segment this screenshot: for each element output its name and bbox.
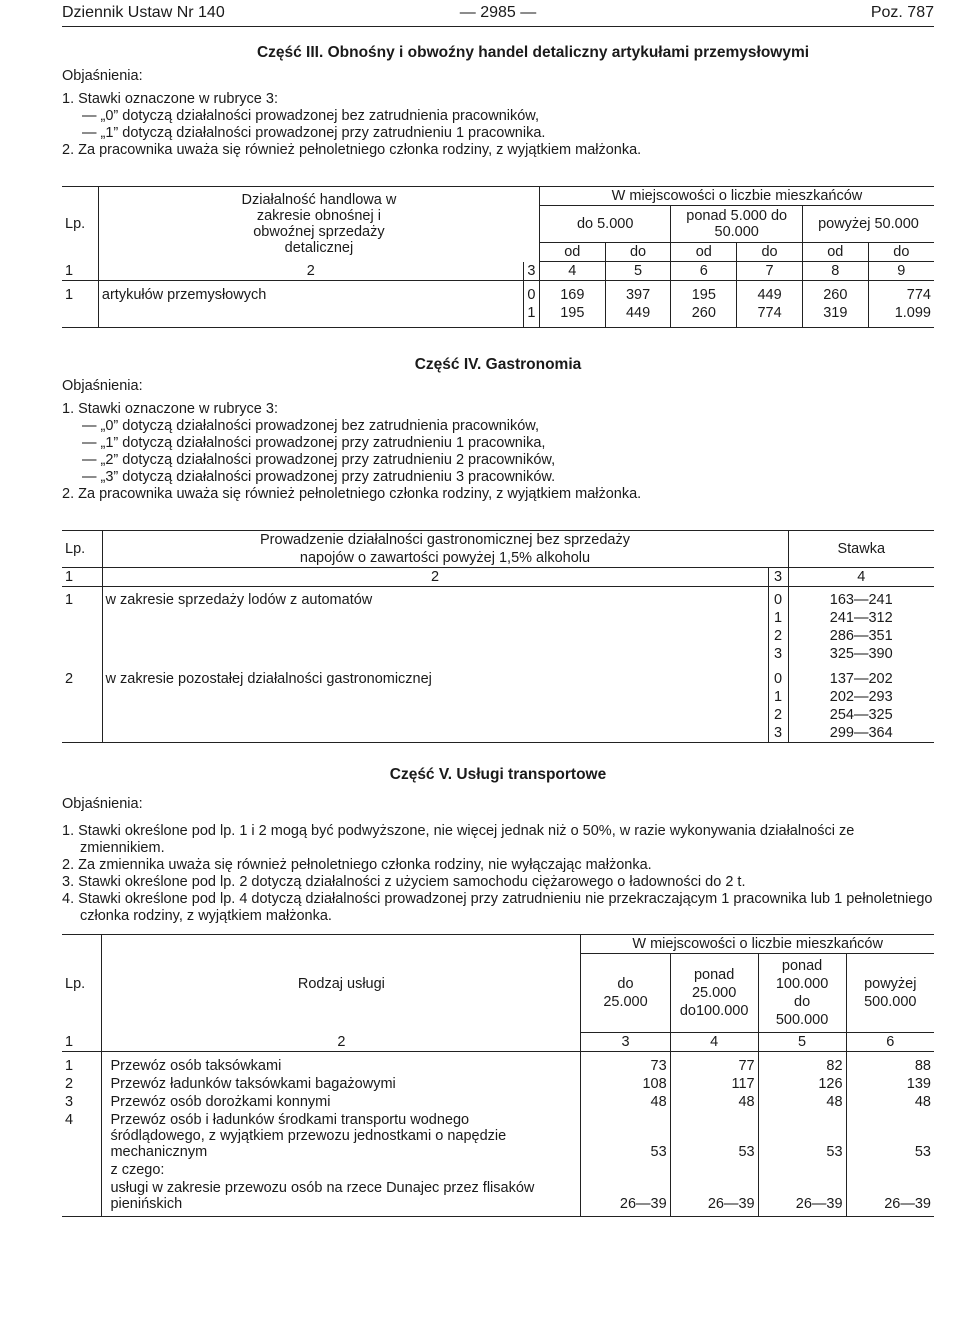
part-3-row-value: 260 <box>671 304 737 328</box>
journal-name: Dziennik Ustaw Nr 140 <box>62 4 225 21</box>
part-3-col-num: 8 <box>802 262 868 281</box>
part-4-row-rate: 299—364 <box>788 724 934 743</box>
part-3-row-name: artykułów przemysłowych <box>98 281 523 305</box>
table-row <box>62 1093 934 1111</box>
part-5-row-value: 48 <box>670 1093 758 1111</box>
part-5-row-lp: 4 <box>62 1111 102 1161</box>
part-3-header-lp: Lp. <box>62 187 98 262</box>
table-row <box>62 587 934 610</box>
part-4-col-num: 3 <box>768 568 788 587</box>
part-3-col-num: 2 <box>98 262 523 281</box>
part-3-row-value: 195 <box>671 281 737 305</box>
part-5-row-name: Przewóz osób dorożkami konnymi <box>102 1093 581 1111</box>
part-4-table <box>62 530 934 743</box>
part-4-row-name: w zakresie pozostałej działalności gastronomicznej <box>102 663 768 743</box>
part-3-col-num: 3 <box>523 262 539 281</box>
part-4-col-num: 1 <box>62 568 102 587</box>
part-5-header-sub-1: do 25.000 <box>581 954 670 1033</box>
part-3-header-od: od <box>802 243 868 262</box>
part-5-header-sub-2: ponad 25.000 do100.000 <box>670 954 758 1033</box>
part-5-note-1: 1. Stawki określone pod lp. 1 i 2 mogą być podwyższone, nie więcej jednak niż o 50%, w razie wykonywania działalności ze zmiennikiem. <box>62 823 855 856</box>
part-5-table <box>62 934 934 1217</box>
part-5-sub-label: z czego: <box>102 1161 581 1179</box>
part-4-row-code: 2 <box>768 706 788 724</box>
part-3-note-1a: — „0” dotyczą działalności prowadzonej bez zatrudnienia pracowników, <box>82 108 539 124</box>
part-3-col-num: 1 <box>62 262 98 281</box>
part-4-header-rate: Stawka <box>788 531 934 568</box>
part-4-row-name: w zakresie sprzedaży lodów z automatów <box>102 587 768 664</box>
part-3-header-group: W miejscowości o liczbie mieszkańców <box>539 187 934 206</box>
part-5-col-num: 6 <box>846 1033 934 1052</box>
part-4-note-1: 1. Stawki oznaczone w rubryce 3: <box>62 401 278 417</box>
part-4-row-lp: 1 <box>62 587 102 664</box>
table-row <box>62 663 934 688</box>
part-3-row-value: 449 <box>605 304 671 328</box>
part-4-row-rate: 286—351 <box>829 628 893 644</box>
part-5-note-4: 4. Stawki określone pod lp. 4 dotyczą działalności prowadzonej przy zatrudnieniu nie przekraczającym 1 pracownika lub 1 pełnoletniego członka rodziny, z wyjątkiem małżonka. <box>62 891 933 924</box>
part-4-note-2: 2. Za pracownika uważa się również pełnoletniego członka rodziny, z wyjątkiem małżonka. <box>62 486 642 502</box>
part-3-row-value: 260 <box>802 281 868 305</box>
part-5-explanations-label: Objaśnienia: <box>62 796 143 812</box>
part-3-header-do: do <box>868 243 934 262</box>
part-4-header-lp: Lp. <box>62 531 102 568</box>
part-4-row-code: 0 <box>768 587 788 610</box>
part-4-row-rate: 325—390 <box>829 646 893 662</box>
part-5-sub-row-value: 26—39 <box>670 1179 758 1217</box>
part-4-note-1b: — „1” dotyczą działalności prowadzonej przy zatrudnieniu 1 pracownika, <box>82 435 546 451</box>
part-3-col-num: 6 <box>671 262 737 281</box>
table-row <box>62 1075 934 1093</box>
part-3-row-value: 1.099 <box>868 304 934 328</box>
part-5-row-name: Przewóz osób taksówkami <box>102 1052 581 1076</box>
part-3-row-lp: 1 <box>62 281 98 305</box>
part-5-col-num: 5 <box>758 1033 846 1052</box>
part-5-section <box>62 766 934 925</box>
part-3-header-activity: Działalność handlowa w zakresie obnośnej i obwoźnej sprzedaży detalicznej <box>98 187 539 262</box>
part-5-sub-row-value: 26—39 <box>581 1179 670 1217</box>
part-3-section <box>62 44 934 159</box>
part-5-row-value: 73 <box>581 1052 670 1076</box>
part-5-header-sub-4: powyżej 500.000 <box>846 954 934 1033</box>
part-5-col-num: 4 <box>670 1033 758 1052</box>
part-5-row-lp: 3 <box>62 1093 102 1111</box>
part-3-row-value: 449 <box>737 281 803 305</box>
part-5-sub-row-value: 26—39 <box>758 1179 846 1217</box>
part-4-note-1d: — „3” dotyczą działalności prowadzonej przy zatrudnieniu 3 pracowników. <box>82 469 556 485</box>
part-5-header-service: Rodzaj usługi <box>102 935 581 1033</box>
part-3-row-code: 0 <box>523 281 539 305</box>
part-5-row-value: 82 <box>758 1052 846 1076</box>
part-3-row-value: 397 <box>605 281 671 305</box>
part-3-header-sub-2: ponad 5.000 do 50.000 <box>671 206 803 243</box>
part-3-col-num: 4 <box>539 262 605 281</box>
part-5-row-value: 108 <box>581 1075 670 1093</box>
part-4-row-code: 1 <box>768 609 788 627</box>
part-5-row-lp: 2 <box>62 1075 102 1093</box>
part-5-row-value: 139 <box>906 1076 931 1092</box>
table-row <box>62 304 934 328</box>
page-header <box>62 4 934 27</box>
part-4-row-rate: 254—325 <box>829 707 893 723</box>
part-5-col-num: 3 <box>581 1033 670 1052</box>
part-5-header-lp: Lp. <box>62 935 102 1033</box>
part-5-row-value: 53 <box>670 1111 758 1161</box>
part-3-row-value: 774 <box>737 304 803 328</box>
part-5-row-value: 77 <box>670 1052 758 1076</box>
part-4-row-rate: 202—293 <box>829 689 893 705</box>
part-4-row-code: 1 <box>768 688 788 706</box>
part-3-title: Część III. Obnośny i obwoźny handel detaliczny artykułami przemysłowymi <box>256 44 810 61</box>
part-3-header-od: od <box>539 243 605 262</box>
part-5-row-value: 126 <box>758 1075 846 1093</box>
part-5-row-value: 48 <box>758 1093 846 1111</box>
part-3-explanations-label: Objaśnienia: <box>62 68 143 84</box>
part-4-row-lp: 2 <box>62 663 102 743</box>
part-5-title: Część V. Usługi transportowe <box>389 766 607 783</box>
part-3-row-value: 774 <box>906 287 931 303</box>
part-3-note-1: 1. Stawki oznaczone w rubryce 3: <box>62 91 278 107</box>
part-3-col-num: 7 <box>737 262 803 281</box>
position-number: Poz. 787 <box>870 4 934 21</box>
part-5-note-3: 3. Stawki określone pod lp. 2 dotyczą działalności z użyciem samochodu ciężarowego o ładowności do 2 t. <box>62 874 746 890</box>
part-5-row-value: 53 <box>758 1111 846 1161</box>
part-5-col-num: 1 <box>62 1033 102 1052</box>
part-5-row-value: 53 <box>581 1111 670 1161</box>
part-5-header-sub-3: ponad 100.000 do 500.000 <box>758 954 846 1033</box>
part-5-header-group: W miejscowości o liczbie mieszkańców <box>581 935 934 954</box>
part-5-row-value: 48 <box>914 1094 931 1110</box>
part-5-note-2: 2. Za zmiennika uważa się również pełnoletniego członka rodziny, nie wyłączając małżonka. <box>62 857 652 873</box>
part-4-row-code: 2 <box>768 627 788 645</box>
part-3-header-sub-1: do 5.000 <box>539 206 671 243</box>
part-5-row-value: 117 <box>670 1075 758 1093</box>
part-3-row-value: 195 <box>539 304 605 328</box>
part-5-row-value: 88 <box>914 1058 931 1074</box>
part-4-row-code: 3 <box>768 645 788 663</box>
part-3-note-1b: — „1” dotyczą działalności prowadzonej przy zatrudnieniu 1 pracownika. <box>82 125 546 141</box>
part-4-col-num: 2 <box>102 568 768 587</box>
part-3-header-do: do <box>605 243 671 262</box>
part-3-header-do: do <box>737 243 803 262</box>
part-4-row-code: 0 <box>768 663 788 688</box>
part-3-note-2: 2. Za pracownika uważa się również pełnoletniego członka rodziny, z wyjątkiem małżonka. <box>62 142 642 158</box>
part-4-row-rate: 163—241 <box>829 592 893 608</box>
part-3-col-num: 9 <box>868 262 934 281</box>
part-5-sub-row-name: usługi w zakresie przewozu osób na rzece Dunajec przez flisaków pienińskich <box>102 1179 581 1217</box>
part-4-row-code: 3 <box>768 724 788 743</box>
part-3-row-value: 169 <box>539 281 605 305</box>
part-5-row-value: 53 <box>914 1144 931 1160</box>
part-4-row-rate: 137—202 <box>829 671 893 687</box>
part-4-explanations-label: Objaśnienia: <box>62 378 143 394</box>
part-3-row-code: 1 <box>523 304 539 328</box>
table-row <box>62 1052 934 1076</box>
part-4-title: Część IV. Gastronomia <box>414 356 582 373</box>
part-4-header-activity: Prowadzenie działalności gastronomicznej bez sprzedaży napojów o zawartości powyżej 1,5% alkoholu <box>102 531 788 568</box>
part-5-row-name: Przewóz osób i ładunków środkami transportu wodnego śródlądowego, z wyjątkiem przewozu jednostkami o napędzie mechanicznym <box>102 1111 581 1161</box>
part-3-header-sub-3: powyżej 50.000 <box>802 206 934 243</box>
page-number: — 2985 — <box>459 4 537 21</box>
part-5-row-lp: 1 <box>62 1052 102 1076</box>
part-3-row-value: 319 <box>802 304 868 328</box>
part-4-note-1a: — „0” dotyczą działalności prowadzonej bez zatrudnienia pracowników, <box>82 418 539 434</box>
part-4-section <box>62 356 934 503</box>
part-5-row-name: Przewóz ładunków taksówkami bagażowymi <box>102 1075 581 1093</box>
part-5-sub-row-value: 26—39 <box>846 1179 934 1217</box>
table-row <box>62 1111 934 1161</box>
part-4-note-1c: — „2” dotyczą działalności prowadzonej przy zatrudnieniu 2 pracowników, <box>82 452 556 468</box>
table-row <box>62 281 934 305</box>
table-row <box>62 1179 934 1217</box>
part-3-header-od: od <box>671 243 737 262</box>
part-3-col-num: 5 <box>605 262 671 281</box>
part-3-table <box>62 186 934 328</box>
part-5-row-value: 48 <box>581 1093 670 1111</box>
part-4-col-num: 4 <box>788 568 934 587</box>
part-5-col-num: 2 <box>102 1033 581 1052</box>
part-4-row-rate: 241—312 <box>829 610 893 626</box>
